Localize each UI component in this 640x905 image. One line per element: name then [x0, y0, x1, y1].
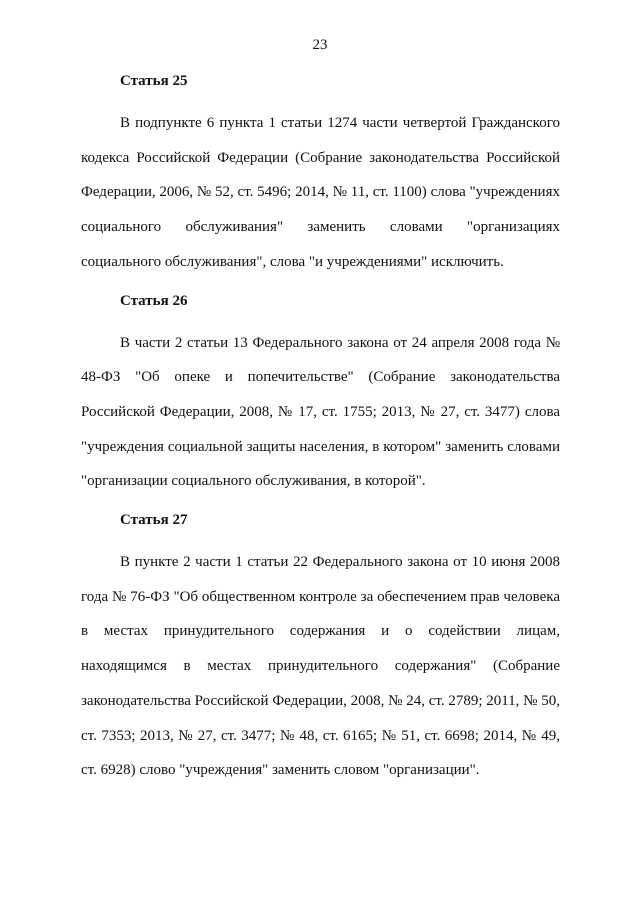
- article-text: В подпункте 6 пункта 1 статьи 1274 части четвертой Гражданского кодекса Российской Федерации (Собрание законодательства Российской Федерации, 2006, № 52, ст. 5496; 2014, № 11, ст. 1100) слова "учреждениях социального обслуживания" заменить словами "организациях социального обслуживания", слова "и учреждениями" исключить.: [81, 115, 560, 270]
- article-title: Статья 25: [120, 73, 188, 89]
- article-text: В части 2 статьи 13 Федерального закона от 24 апреля 2008 года № 48-ФЗ "Об опеке и попечительстве" (Собрание законодательства Российской Федерации, 2008, № 17, ст. 1755; 2013, № 27, ст. 3477) слова "учреждения социальной защиты населения, в котором" заменить словами "организации социального обслуживания, в которой".: [81, 334, 560, 490]
- document-body: [81, 72, 560, 788]
- article-27: [81, 511, 560, 788]
- article-title: Статья 27: [120, 512, 188, 529]
- article-title: Статья 26: [120, 292, 188, 309]
- article-text: В пункте 2 части 1 статьи 22 Федерального закона от 10 июня 2008 года № 76-ФЗ "Об общественном контроле за обеспечением прав человека в местах принудительного содержания и о содействии лицам, находящимся в местах принудительного содержания" (Собрание законодательства Российской Федерации, 2008, № 24, ст. 2789; 2011, № 50, ст. 7353; 2013, № 27, ст. 3477; № 48, ст. 6165; № 51, ст. 6698; 2014, № 49, ст. 6928) слово "учреждения" заменить словом "организации".: [81, 554, 560, 779]
- page-number: 23: [312, 37, 328, 53]
- article-25: [81, 72, 560, 280]
- article-26: [81, 292, 560, 500]
